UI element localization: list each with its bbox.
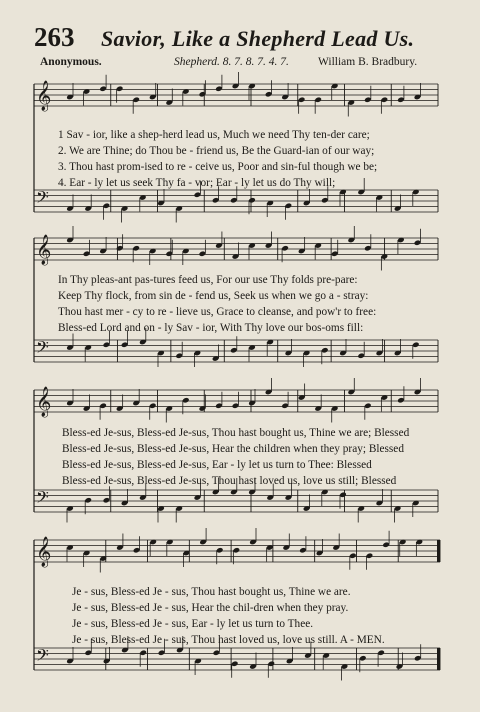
bass-clef: 𝄢 — [36, 645, 49, 669]
verse-4-line: Bless-ed Lord and on - ly Sav - ior, With Thy love our bos-oms fill: — [58, 322, 364, 334]
lyricist: Anonymous. — [40, 56, 102, 68]
verse-1-line: Je - sus, Bless-ed Je - sus, Thou hast bought us, Thine we are. — [72, 586, 351, 598]
verse-3-line: Je - sus, Bless-ed Je - sus, Ear - ly let us turn to Thee. — [72, 618, 314, 630]
hymn-number: 263 — [34, 22, 75, 52]
verse-2-line: 2. We are Thine; do Thou be - friend us, Be the Guard-ian of our way; — [58, 145, 375, 157]
bass-clef: 𝄢 — [36, 187, 49, 211]
verse-4-line: Bless-ed Je-sus, Bless-ed Je-sus, Thou hast loved us, love us still; Blessed — [62, 475, 397, 487]
verse-4-line: Je - sus, Bless-ed Je - sus, Thou hast loved us, love us still. A - MEN. — [72, 634, 385, 646]
bass-clef: 𝄢 — [36, 487, 49, 511]
verse-2-line: Bless-ed Je-sus, Bless-ed Je-sus, Hear the children when they pray; Blessed — [62, 443, 404, 455]
verse-1-line: 1 Sav - ior, like a shep-herd lead us, Much we need Thy ten-der care; — [58, 129, 370, 141]
verse-2-line: Keep Thy flock, from sin de - fend us, Seek us when we go a - stray: — [58, 290, 369, 302]
verse-3-line: Bless-ed Je-sus, Bless-ed Je-sus, Ear - ly let us turn to Thee: Blessed — [62, 459, 372, 471]
treble-clef: 𝄞 — [36, 387, 52, 417]
treble-clef: 𝄞 — [36, 81, 52, 111]
treble-staff — [34, 390, 438, 412]
verse-4-line: 4. Ear - ly let us seek Thy fa - vor; Ear - ly let us do Thy will; — [58, 177, 336, 189]
treble-clef: 𝄞 — [36, 537, 52, 567]
verse-1-line: Bless-ed Je-sus, Bless-ed Je-sus, Thou hast bought us, Thine we are; Blessed — [62, 427, 410, 439]
bass-clef: 𝄢 — [36, 337, 49, 361]
verse-3-line: Thou hast mer - cy to re - lieve us, Grace to cleanse, and pow'r to free: — [58, 306, 377, 318]
tune-meter: Shepherd. 8. 7. 8. 7. 4. 7. — [174, 56, 289, 68]
hymn-title: Savior, Like a Shepherd Lead Us. — [101, 26, 415, 51]
final-bar — [437, 540, 440, 562]
treble-clef: 𝄞 — [36, 235, 52, 265]
final-bar — [437, 648, 440, 670]
composer: William B. Bradbury. — [318, 56, 418, 68]
verse-1-line: In Thy pleas-ant pas-tures feed us, For our use Thy folds pre-pare: — [58, 274, 358, 286]
verse-2-line: Je - sus, Bless-ed Je - sus, Hear the chil-dren when they pray. — [72, 602, 349, 614]
verse-3-line: 3. Thou hast prom-ised to re - ceive us, Poor and sin-ful though we be; — [58, 161, 378, 173]
